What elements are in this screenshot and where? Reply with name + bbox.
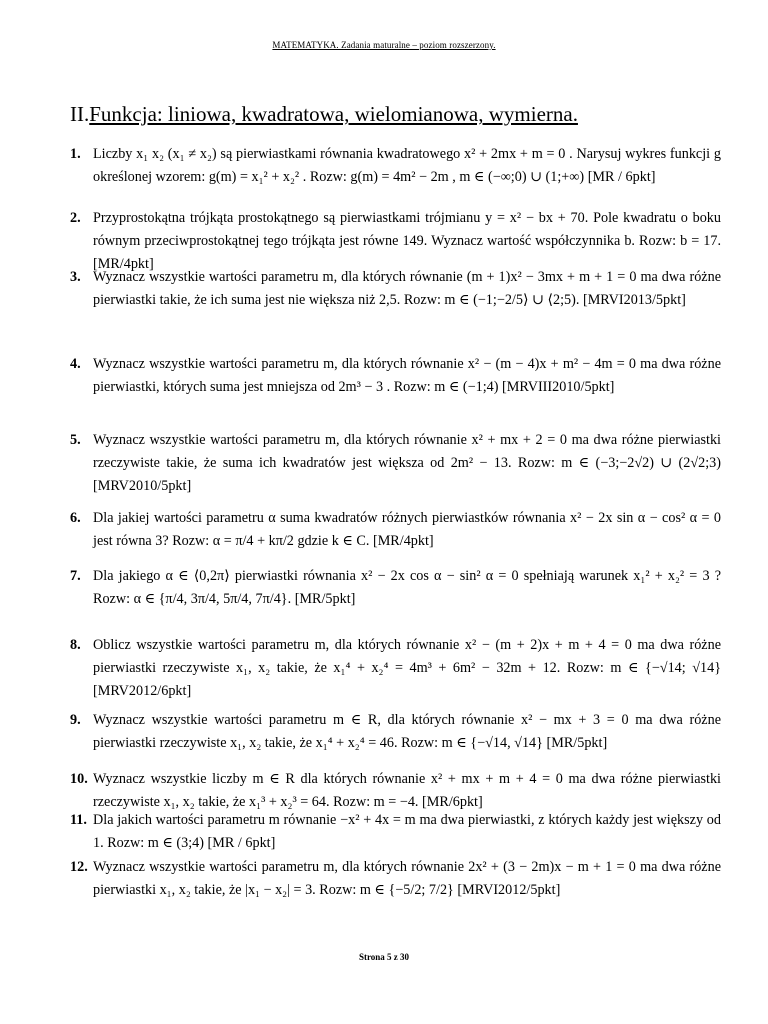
problem-number: 1. — [70, 146, 81, 162]
section-number: II. — [70, 102, 90, 126]
problem-source: [MRVIII2010/5pkt] — [502, 379, 615, 395]
problem-7 — [70, 565, 721, 611]
problem-text: Wyznacz wszystkie wartości parametru m, dla których równanie x² − (m − 4)x + m² − 4m = 0 ma dwa różne pierwiastki, których suma jest mniejsza od 2m³ − 3 . — [93, 356, 721, 395]
problem-11 — [70, 809, 721, 855]
problem-text: Wyznacz wszystkie wartości parametru m, dla których równanie x² + mx + 2 = 0 ma dwa różne pierwiastki rzeczywiste takie, że suma ich kwadratów jest większa od 2m² − 13. Rozw: — [93, 432, 721, 471]
problem-text: Dla jakiego α ∈ ⟨0,2π⟩ pierwiastki równania x² − 2x cos α − sin² α = 0 spełniają warunek x₁² + x₂² = 3 ? — [93, 568, 721, 584]
problem-source: [MR / 6pkt] — [207, 835, 276, 851]
problem-text: Wyznacz wszystkie wartości parametru m, dla których równanie (m + 1)x² − 3mx + m + 1 = 0 ma dwa różne pierwiastki takie, że ich suma jest nie większa niż 2,5. — [93, 269, 721, 308]
problem-answer: Rozw: m ∈ (−1;4) — [393, 379, 499, 395]
problem-number: 3. — [70, 269, 81, 285]
problem-text: Wyznacz wszystkie liczby m ∈ R dla których równanie x² + mx + m + 4 = 0 ma dwa różne pierwiastki rzeczywiste x₁, x₂ takie, że x₁³ + x₂³ = 64. — [93, 771, 721, 810]
page-header: MATEMATYKA. Zadania maturalne – poziom rozszerzony. — [272, 40, 496, 50]
problem-8 — [70, 634, 721, 703]
problem-number: 4. — [70, 356, 81, 372]
problem-answer: Rozw: m ∈ {−√14, √14} — [401, 735, 543, 751]
problem-answer: Rozw: b = 17. — [639, 233, 722, 249]
problem-answer: Rozw: α ∈ {π/4, 3π/4, 5π/4, 7π/4}. — [93, 591, 292, 607]
problem-source: [MR/5pkt] — [294, 591, 356, 607]
problem-3 — [70, 266, 721, 312]
problem-number: 8. — [70, 637, 81, 653]
problem-9 — [70, 709, 721, 755]
problem-source: [MR/4pkt] — [93, 256, 154, 272]
problem-number: 11. — [70, 812, 87, 828]
problem-source: [MRV2010/5pkt] — [93, 478, 192, 494]
problem-answer: Rozw: m = −4. — [333, 794, 419, 810]
problem-answer: Rozw: m ∈ (−1;−2/5⟩ ∪ ⟨2;5). — [403, 292, 580, 308]
problem-source: [MRVI2012/5pkt] — [457, 882, 561, 898]
problem-number: 6. — [70, 510, 81, 526]
problem-number: 9. — [70, 712, 81, 728]
problem-source: [MR/6pkt] — [422, 794, 483, 810]
problem-5 — [70, 429, 721, 498]
problem-answer: Rozw: α = π/4 + kπ/2 gdzie k ∈ C. — [172, 533, 370, 549]
problem-text: Przyprostokątna trójkąta prostokątnego są pierwiastkami trójmianu y = x² − bx + 70. Pole kwadratu o boku równym przeciwprostokątnej tego trójkąta jest równe 149. Wyznacz wartość współczynnika b. — [93, 210, 721, 249]
problem-answer: m ∈ {−√14; √14} — [610, 660, 722, 676]
problem-number: 12. — [70, 859, 88, 875]
problem-answer: m ∈ (−3;−2√2) ∪ (2√2;3) — [561, 455, 722, 471]
problem-source: [MR/5pkt] — [546, 735, 608, 751]
problem-number: 10. — [70, 771, 88, 787]
problem-source: [MRV2012/6pkt] — [93, 683, 192, 699]
problem-source: [MR / 6pkt] — [587, 169, 656, 185]
problem-answer: Rozw: g(m) = 4m² − 2m , m ∈ (−∞;0) ∪ (1;+∞) — [309, 169, 585, 185]
problem-text: Wyznacz wszystkie wartości parametru m ∈ R, dla których równanie x² − mx + 3 = 0 ma dwa różne pierwiastki rzeczywiste x₁, x₂ takie, że x₁⁴ + x₂⁴ = 46. — [93, 712, 721, 751]
problem-text: Dla jakiej wartości parametru α suma kwadratów różnych pierwiastków równania x² − 2x sin α − cos² α = 0 jest równa 3? — [93, 510, 721, 549]
problem-number: 7. — [70, 568, 81, 584]
problem-text: Oblicz wszystkie wartości parametru m, dla których równanie x² − (m + 2)x + m + 4 = 0 ma dwa różne pierwiastki rzeczywiste x₁, x₂ takie, że x₁⁴ + x₂⁴ = 4m³ + 6m² − 32m + 12. Rozw: — [93, 637, 721, 676]
problem-10 — [70, 768, 721, 814]
problem-6 — [70, 507, 721, 553]
problem-4 — [70, 353, 721, 399]
problem-source: [MRVI2013/5pkt] — [582, 292, 686, 308]
problem-1 — [70, 143, 721, 189]
problem-answer: Rozw: m ∈ {−5/2; 7/2} — [319, 882, 454, 898]
problem-number: 5. — [70, 432, 81, 448]
problem-text: Wyznacz wszystkie wartości parametru m, dla których równanie 2x² + (3 − 2m)x − m + 1 = 0 ma dwa różne pierwiastki x₁, x₂ takie, że |x₁ − x₂| = 3. — [93, 859, 721, 898]
problem-text: Dla jakich wartości parametru m równanie −x² + 4x = m ma dwa pierwiastki, z których każdy jest większy od 1. — [93, 812, 721, 851]
problem-12 — [70, 856, 721, 902]
section-title-text: Funkcja: liniowa, kwadratowa, wielomianowa, wymierna. — [89, 102, 578, 126]
problem-source: [MR/4pkt] — [372, 533, 434, 549]
problem-number: 2. — [70, 210, 81, 226]
section-title — [70, 101, 578, 127]
page-footer: Strona 5 z 30 — [358, 952, 410, 962]
problem-answer: Rozw: m ∈ (3;4) — [107, 835, 204, 851]
problem-text: Liczby x₁ x₂ (x₁ ≠ x₂) są pierwiastkami równania kwadratowego x² + 2mx + m = 0 . Narysuj wykres funkcji g określonej wzorem: g(m) = x₁² + x₂² . — [93, 146, 721, 185]
